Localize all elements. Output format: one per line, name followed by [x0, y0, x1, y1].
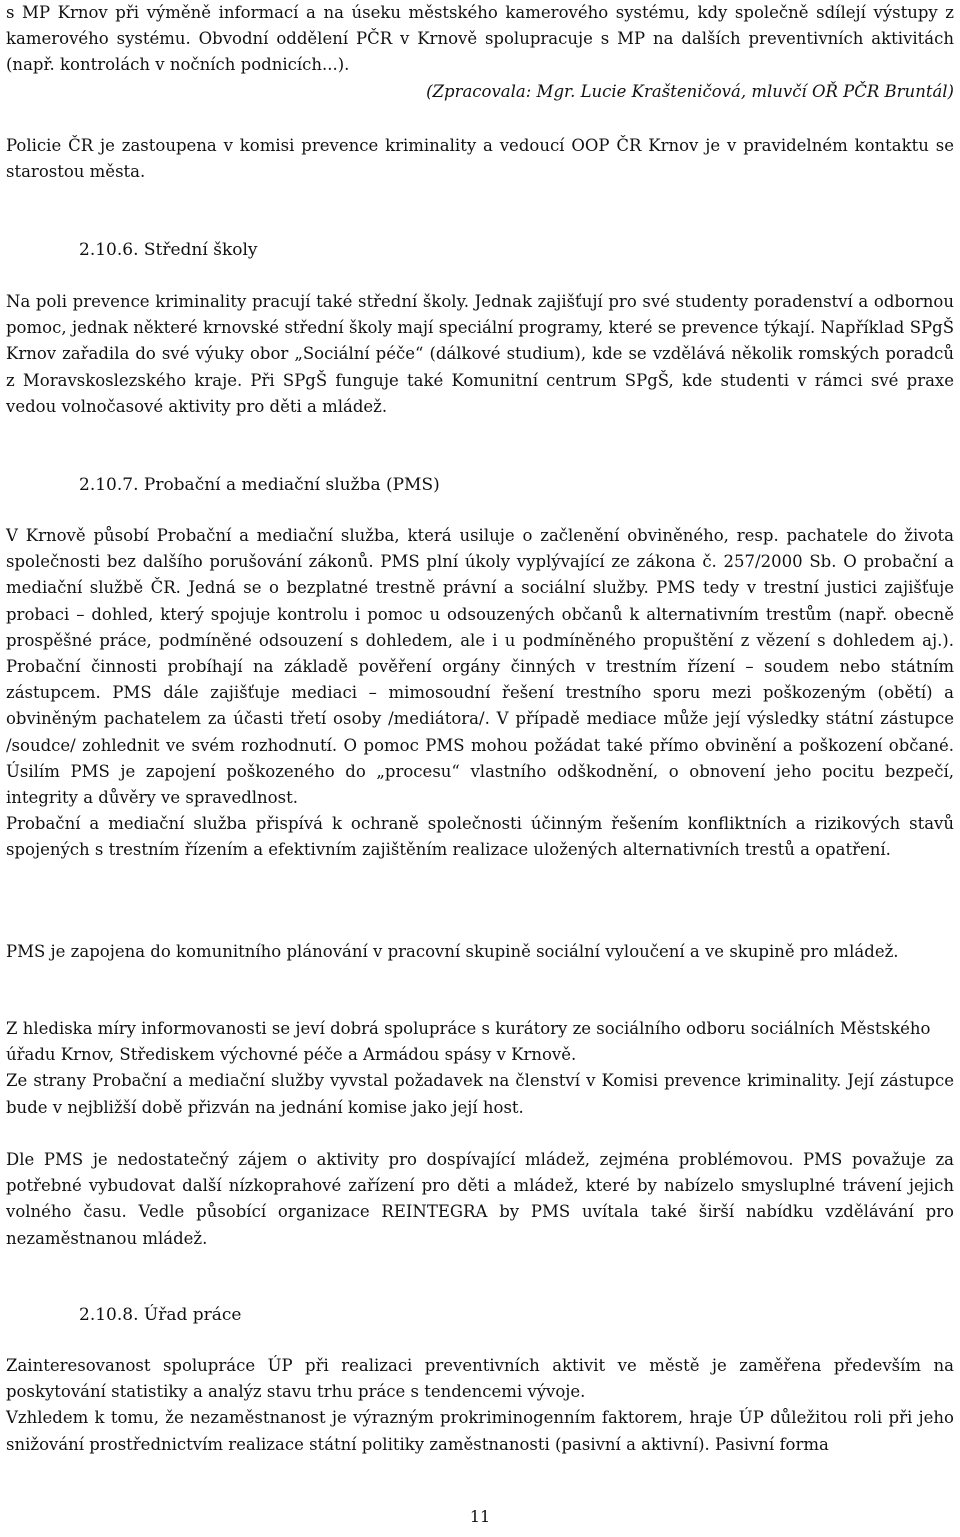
labour-office-paragraph-2: Vzhledem k tomu, že nezaměstnanost je výrazným prokriminogenním faktorem, hraje ÚP důležitou roli při jeho snižování prostřednictvím realizace státní politiky zaměstnanosti (pasivní a aktivní). Pasivní forma [6, 1408, 954, 1454]
labour-office-paragraph-1: Zainteresovanost spolupráce ÚP při realizaci preventivních aktivit ve městě je zaměřena především na poskytování statistiky a analýz stavu trhu práce s tendencemi vývoje. [6, 1356, 954, 1402]
pms-paragraph-4b: Ze strany Probační a mediační služby vyvstal požadavek na členství v Komisi prevence kriminality. Její zástupce bude v nejbližší době přizván na jednání komise jako její host. [6, 1071, 954, 1117]
attribution: (Zpracovala: Mgr. Lucie Krašteničová, mluvčí OŘ PČR Bruntál) [426, 81, 954, 101]
police-paragraph: Policie ČR je zastoupena v komisi prevence kriminality a vedoucí OOP ČR Krnov je v pravidelném kontaktu se starostou města. [6, 136, 954, 182]
heading-2-10-7: 2.10.7. Probační a mediační služba (PMS) [79, 475, 440, 495]
pms-paragraph-3: PMS je zapojena do komunitního plánování v pracovní skupině sociální vyloučení a ve skupině pro mládež. [6, 942, 899, 961]
section-2-10-7-p5 [6, 1147, 954, 1252]
section-2-10-8 [6, 1353, 954, 1458]
section-2-10-7-p4 [6, 1016, 954, 1121]
section-2-10-7-main [6, 523, 954, 864]
section-2-10-7-p3 [6, 939, 954, 965]
section-2-10-6 [6, 289, 954, 420]
schools-paragraph: Na poli prevence kriminality pracují také střední školy. Jednak zajišťují pro své studenty poradenství a odbornou pomoc, jednak některé krnovské střední školy mají speciální programy, které se prevence týkají. Například SPgŠ Krnov zařadila do své výuky obor „Sociální péče“ (dálkové studium), kde se vzdělává několik romských poradců z Moravskoslezského kraje. Při SPgŠ funguje také Komunitní centrum SPgŠ, kde studenti v rámci své praxe vedou volnočasové aktivity pro děti a mládež. [6, 292, 954, 416]
page-number: 11 [469, 1507, 491, 1526]
heading-2-10-8: 2.10.8. Úřad práce [79, 1305, 242, 1325]
pms-paragraph-4a: Z hlediska míry informovanosti se jeví dobrá spolupráce s kurátory ze sociálního odboru sociálních Městského úřadu Krnov, Střediskem výchovné péče a Armádou spásy v Krnově. [6, 1019, 931, 1065]
heading-2-10-6: 2.10.6. Střední školy [79, 240, 258, 260]
intro-block [6, 0, 954, 105]
intro-paragraph: s MP Krnov při výměně informací a na úseku městského kamerového systému, kdy společně sdílejí výstupy z kamerového systému. Obvodní oddělení PČR v Krnově spolupracuje s MP na dalších preventivních aktivitách (např. kontrolách v nočních podnicích...). [6, 3, 954, 75]
pms-paragraph-2: Probační a mediační služba přispívá k ochraně společnosti účinným řešením konfliktních a rizikových stavů spojených s trestním řízením a efektivním zajištěním realizace uložených alternativních trestů a opatření. [6, 814, 954, 860]
pms-paragraph-5: Dle PMS je nedostatečný zájem o aktivity pro dospívající mládež, zejména problémovou. PMS považuje za potřebné vybudovat další nízkoprahové zařízení pro děti a mládež, které by nabízelo smysluplné trávení jejich volného času. Vedle působící organizace REINTEGRA by PMS uvítala také širší nabídku vzdělávání pro nezaměstnanou mládež. [6, 1150, 954, 1248]
pms-paragraph-1: V Krnově působí Probační a mediační služba, která usiluje o začlenění obviněného, resp. pachatele do života společnosti bez dalšího porušování zákonů. PMS plní úkoly vyplývající ze zákona č. 257/2000 Sb. O probační a mediační službě ČR. Jedná se o bezplatné trestně právní a sociální služby. PMS tedy v trestní justici zajišťuje probaci – dohled, který spojuje kontrolu i pomoc u odsouzených občanů k alternativním trestům (např. obecně prospěšné práce, podmíněné odsouzení s dohledem, ale i u podmíněného propuštění z vězení s dohledem aj.). Probační činnosti probíhají na základě pověření orgány činných v trestním řízení – soudem nebo státním zástupcem. PMS dále zajišťuje mediaci – mimosoudní řešení trestního sporu mezi poškozeným (obětí) a obviněným pachatelem za účasti třetí osoby /mediátora/. V případě mediace může její výsledky státní zástupce /soudce/ zohlednit ve svém rozhodnutí. O pomoc PMS mohou požádat také přímo obvinění a poškození občané. Úsilím PMS je zapojení poškozeného do „procesu“ vlastního odškodnění, o obnovení jeho pocitu bezpečí, integrity a důvěry ve spravedlnost. [6, 526, 954, 808]
police-block [6, 133, 954, 185]
